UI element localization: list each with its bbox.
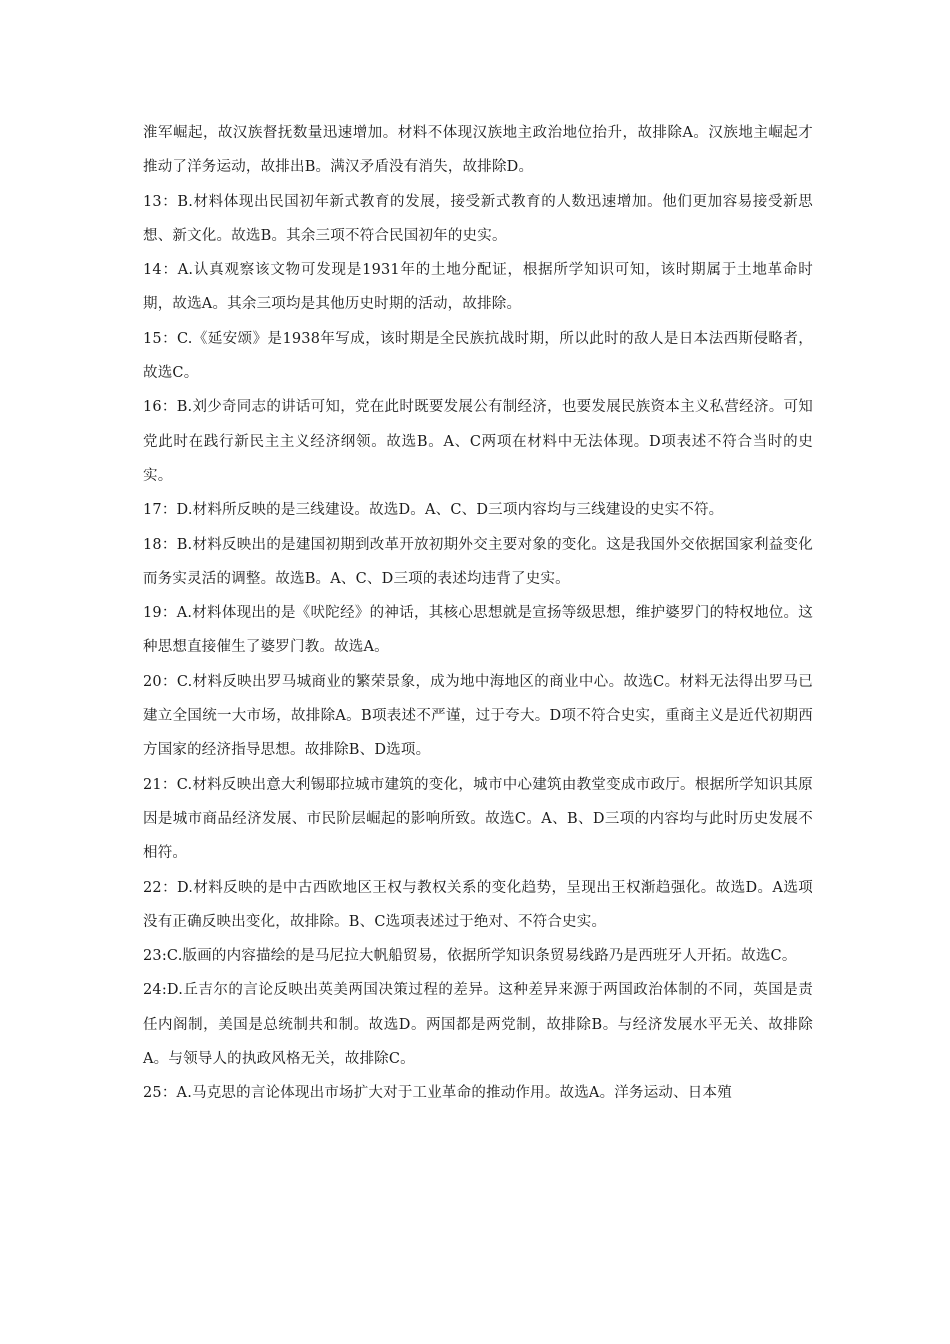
- answer-13: 13：B.材料体现出民国初年新式教育的发展，接受新式教育的人数迅速增加。他们更加容易接受新思想、新文化。故选B。其余三项不符合民国初年的史实。: [143, 193, 813, 244]
- answer-14: 14：A.认真观察该文物可发现是1931年的土地分配证，根据所学知识可知，该时期属于土地革命时期，故选A。其余三项均是其他历史时期的活动，故排除。: [143, 262, 813, 313]
- answer-23: 23:C.版画的内容描绘的是马尼拉大帆船贸易，依据所学知识条贸易线路乃是西班牙人开拓。故选C。: [143, 948, 797, 965]
- answer-19: 19：A.材料体现出的是《吠陀经》的神话，其核心思想就是宣扬等级思想，维护婆罗门的特权地位。这种思想直接催生了婆罗门教。故选A。: [143, 605, 813, 656]
- answer-25: 25：A.马克思的言论体现出市场扩大对于工业革命的推动作用。故选A。洋务运动、日本殖: [143, 1085, 732, 1102]
- answer-21: 21：C.材料反映出意大利锡耶拉城市建筑的变化，城市中心建筑由教堂变成市政厅。根据所学知识其原因是城市商品经济发展、市民阶层崛起的影响所致。故选C。A、B、D三项的内容均与此时历史发展不相符。: [143, 776, 813, 862]
- answer-explanations: [143, 116, 813, 1111]
- answer-16: 16：B.刘少奇同志的讲话可知，党在此时既要发展公有制经济，也要发展民族资本主义私营经济。可知党此时在践行新民主主义经济纲领。故选B。A、C两项在材料中无法体现。D项表述不符合当时的史实。: [143, 399, 813, 484]
- answer-18: 18：B.材料反映出的是建国初期到改革开放初期外交主要对象的变化。这是我国外交依据国家利益变化而务实灵活的调整。故选B。A、C、D三项的表述均违背了史实。: [143, 536, 813, 587]
- answer-24: 24:D.丘吉尔的言论反映出英美两国决策过程的差异。这种差异来源于两国政治体制的不同，英国是责任内阁制，美国是总统制共和制。故选D。两国都是两党制，故排除B。与经济发展水平无关、故排除A。与领导人的执政风格无关，故排除C。: [143, 982, 813, 1068]
- answer-15: 15：C.《延安颂》是1938年写成，该时期是全民族抗战时期，所以此时的敌人是日本法西斯侵略者，故选C。: [143, 330, 813, 382]
- paragraph-continuation: 淮军崛起，故汉族督抚数量迅速增加。材料不体现汉族地主政治地位抬升，故排除A。汉族地主崛起才推动了洋务运动，故排出B。满汉矛盾没有消失，故排除D。: [143, 125, 813, 176]
- answer-17: 17：D.材料所反映的是三线建设。故选D。A、C、D三项内容均与三线建设的史实不符。: [143, 502, 724, 519]
- answer-22: 22：D.材料反映的是中古西欧地区王权与教权关系的变化趋势，呈现出王权渐趋强化。故选D。A选项没有正确反映出变化，故排除。B、C选项表述过于绝对、不符合史实。: [143, 879, 813, 930]
- answer-20: 20：C.材料反映出罗马城商业的繁荣景象，成为地中海地区的商业中心。故选C。材料无法得出罗马已建立全国统一大市场，故排除A。B项表述不严谨，过于夸大。D项不符合史实，重商主义是近代初期西方国家的经济指导思想。故排除B、D选项。: [143, 673, 813, 759]
